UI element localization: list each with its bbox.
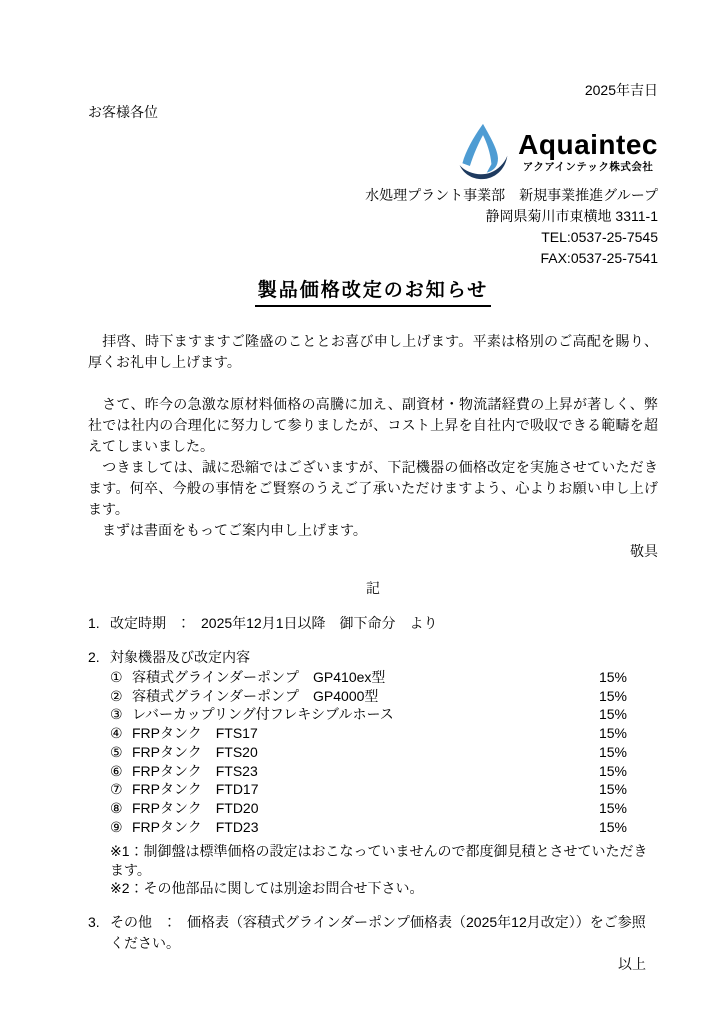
item-rate: 15% (598, 669, 627, 685)
company-name: アクアインテック株式会社 (522, 161, 654, 173)
closing-word: 敬具 (630, 543, 658, 559)
salutation: お客様各位 (88, 104, 158, 120)
item-number-icon: ① (110, 669, 123, 685)
body-text (88, 331, 658, 541)
item-rate: 15% (598, 781, 627, 798)
item-number-icon: ② (110, 687, 123, 704)
section-1-text: 改定時期 ： 2025年12月1日以降 御下命分 より (110, 615, 438, 631)
body-paragraph-2: さて、昨今の急激な原材料価格の高騰に加え、副資材・物流諸経費の上昇が著しく、弊社では社内の合理化に努力して参りましたが、コスト上昇を自社内で吸収できる範疇を超えてしまいました。 (88, 396, 658, 454)
item-name: FRPタンク FTD17 (132, 781, 259, 798)
price-item-row (88, 743, 658, 762)
company-logo (88, 123, 658, 181)
section-2-header (88, 647, 658, 668)
item-name: FRPタンク FTS17 (132, 725, 258, 742)
document-title: 製品価格改定のお知らせ (255, 279, 491, 307)
item-number-icon: ③ (110, 706, 123, 723)
item-rate: 15% (598, 725, 627, 742)
price-item-row (88, 687, 658, 706)
sender-block (88, 185, 658, 269)
section-1-revision-date (88, 613, 658, 634)
section-1-number: 1. (88, 615, 100, 631)
item-number-icon: ⑨ (110, 818, 123, 835)
body-paragraph-4: まずは書面をもってご案内申し上げます。 (88, 522, 367, 538)
section-3-text: その他 ： 価格表（容積式グラインダーポンプ価格表（2025年12月改定））をご参照ください。 (110, 913, 646, 951)
section-3-number: 3. (88, 913, 100, 930)
sender-department: 水処理プラント事業部 新規事業推進グループ (365, 187, 658, 203)
item-name: 容積式グラインダーポンプ GP410ex型 (132, 669, 386, 685)
sender-tel: TEL:0537-25-7545 (541, 229, 658, 245)
item-number-icon: ⑥ (110, 762, 123, 779)
item-name: FRPタンク FTS23 (132, 762, 258, 779)
section-3-other (88, 912, 658, 954)
title-wrap (88, 279, 658, 307)
end-mark: 以上 (618, 955, 646, 972)
price-item-row (88, 799, 658, 818)
price-item-row (88, 668, 658, 687)
price-item-row (88, 818, 658, 837)
item-number-icon: ⑧ (110, 799, 123, 816)
item-name: 容積式グラインダーポンプ GP4000型 (132, 687, 379, 704)
item-rate: 15% (598, 799, 627, 816)
item-number-icon: ⑤ (110, 743, 123, 760)
price-item-row (88, 705, 658, 724)
item-name: FRPタンク FTS20 (132, 743, 258, 760)
item-name: レバーカップリング付フレキシブルホース (132, 706, 394, 723)
note-line-1: ※1：制御盤は標準価格の設定はおこなっていませんので都度御見積とさせていただきます。 (110, 843, 648, 878)
record-mark: 記 (366, 580, 380, 596)
item-rate: 15% (598, 743, 627, 760)
water-drop-icon (454, 123, 512, 181)
price-item-row (88, 780, 658, 799)
brand-name: Aquaintec (518, 129, 658, 160)
note-line-2: ※2：その他部品に関しては別途お問合せ下さい。 (110, 880, 424, 897)
price-item-row (88, 762, 658, 781)
item-rate: 15% (598, 687, 627, 704)
date-line: 2025年吉日 (584, 82, 658, 98)
sender-fax: FAX:0537-25-7541 (540, 250, 658, 266)
section-2-number: 2. (88, 649, 100, 665)
item-rate: 15% (598, 818, 627, 835)
item-number-icon: ⑦ (110, 781, 123, 798)
item-name: FRPタンク FTD20 (132, 799, 259, 816)
notes-block (88, 842, 658, 898)
sender-address: 静岡県菊川市東横地 3311-1 (485, 208, 658, 224)
price-revision-list (88, 668, 658, 836)
body-paragraph-3: つきましては、誠に恐縮ではございますが、下記機器の価格改定を実施させていただきます。何卒、今般の事情をご賢察のうえご了承いただけますよう、心よりお願い申し上げます。 (88, 459, 658, 517)
logo-text (518, 130, 658, 174)
price-item-row (88, 724, 658, 743)
item-rate: 15% (598, 706, 627, 723)
section-2-text: 対象機器及び改定内容 (110, 649, 250, 665)
item-name: FRPタンク FTD23 (132, 818, 259, 835)
item-rate: 15% (598, 762, 627, 779)
body-paragraph-1: 拝啓、時下ますますご隆盛のこととお喜び申し上げます。平素は格別のご高配を賜り、厚くお礼申し上げます。 (88, 333, 658, 370)
item-number-icon: ④ (110, 725, 123, 742)
